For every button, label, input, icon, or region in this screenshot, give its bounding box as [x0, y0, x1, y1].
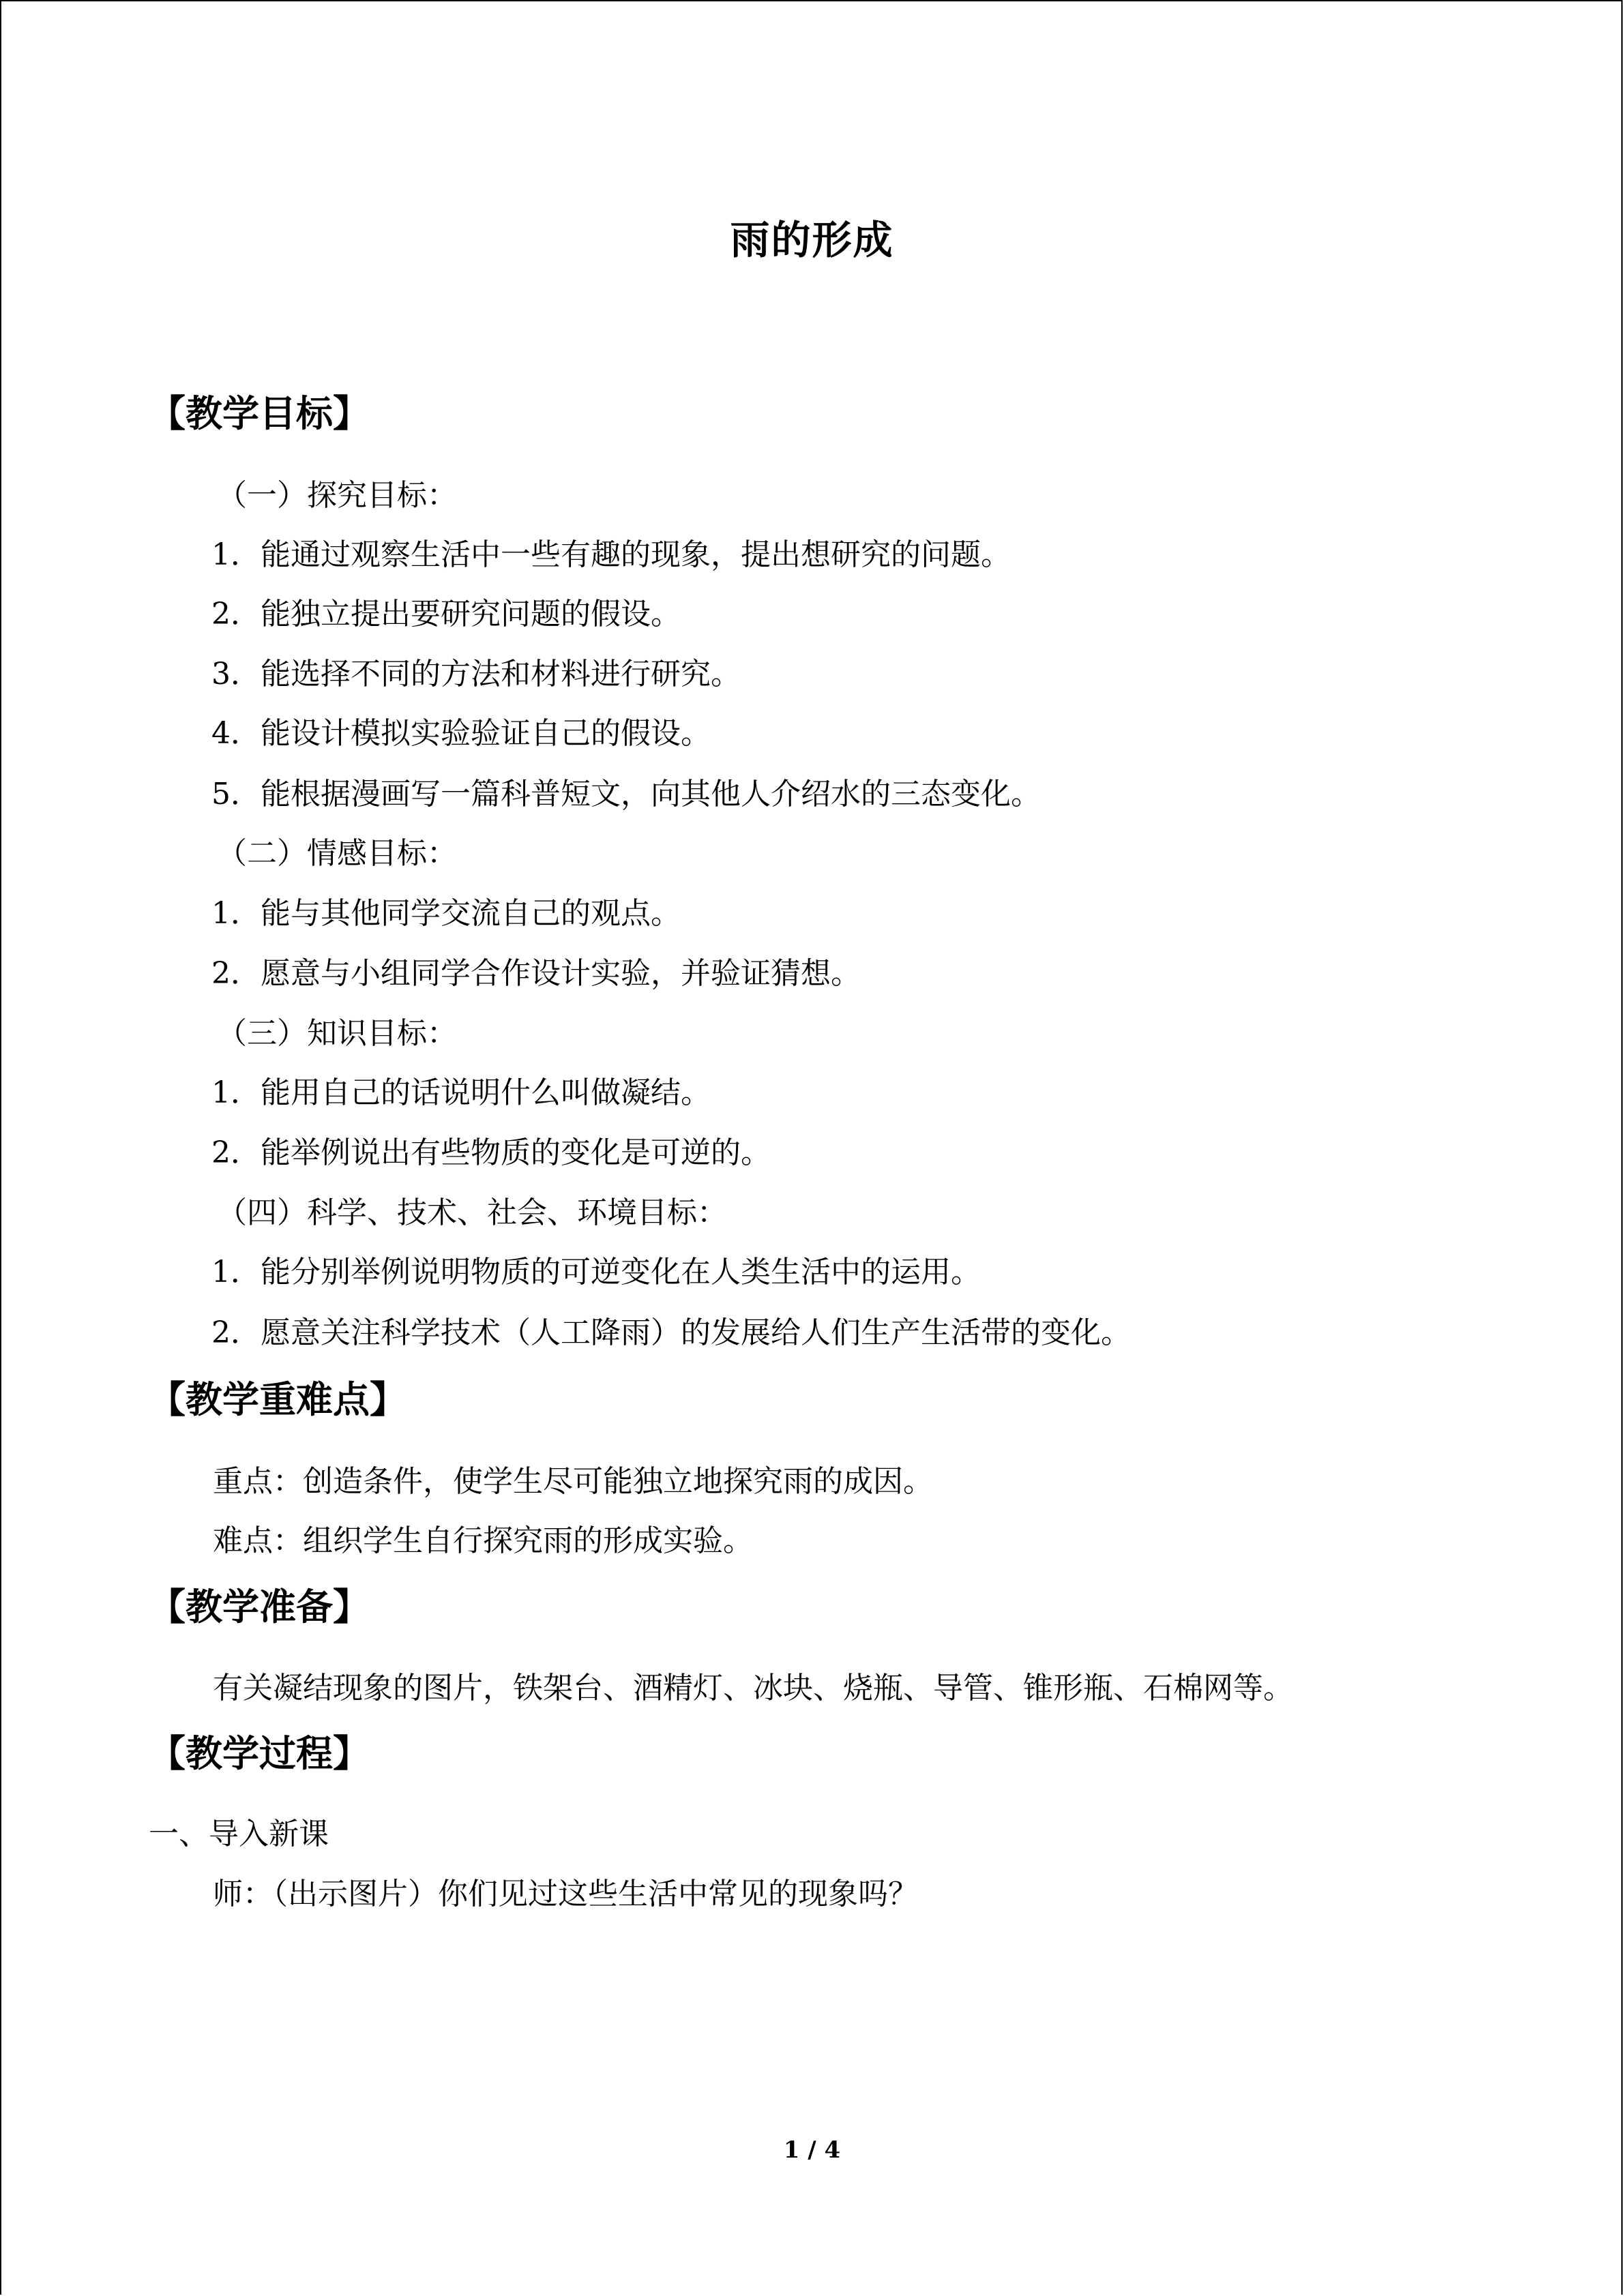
objective-item: 3．能选择不同的方法和材料进行研究。: [211, 657, 741, 691]
objective-item: 2．能独立提出要研究问题的假设。: [211, 597, 681, 631]
objective-item: 4．能设计模拟实验验证自己的假设。: [211, 716, 711, 751]
objective-item: 1．能用自己的话说明什么叫做凝结。: [211, 1075, 711, 1110]
page-number: 1 / 4: [783, 2136, 841, 2164]
objective-subheading: （三）知识目标：: [217, 1016, 457, 1051]
objective-item: 1．能与其他同学交流自己的观点。: [211, 896, 681, 931]
section-heading-key-points: 【教学重难点】: [149, 1377, 407, 1421]
section-heading-preparation: 【教学准备】: [149, 1585, 370, 1628]
objective-subheading: （一）探究目标：: [217, 478, 457, 513]
document-title: 雨的形成: [730, 217, 894, 263]
key-point-line: 重点：创造条件，使学生尽可能独立地探究雨的成因。: [213, 1464, 933, 1499]
key-point-line: 难点：组织学生自行探究雨的形成实验。: [213, 1523, 753, 1558]
objective-item: 2．愿意与小组同学合作设计实验，并验证猜想。: [211, 956, 861, 991]
objective-item: 5．能根据漫画写一篇科普短文，向其他人介绍水的三态变化。: [211, 777, 1041, 811]
section-heading-process: 【教学过程】: [149, 1731, 370, 1775]
objective-subheading: （四）科学、技术、社会、环境目标：: [217, 1195, 727, 1230]
objective-subheading: （二）情感目标：: [217, 836, 457, 871]
objective-item: 1．能分别举例说明物质的可逆变化在人类生活中的运用。: [211, 1255, 981, 1289]
preparation-line: 有关凝结现象的图片，铁架台、酒精灯、冰块、烧瓶、导管、锥形瓶、石棉网等。: [213, 1671, 1293, 1705]
objective-item: 2．愿意关注科学技术（人工降雨）的发展给人们生产生活带的变化。: [211, 1315, 1131, 1350]
objective-item: 1．能通过观察生活中一些有趣的现象，提出想研究的问题。: [211, 537, 1011, 572]
section-heading-objectives: 【教学目标】: [149, 391, 370, 435]
process-step-heading: 一、导入新课: [149, 1817, 329, 1851]
process-line: 师：（出示图片）你们见过这些生活中常见的现象吗？: [213, 1877, 918, 1911]
objective-item: 2．能举例说出有些物质的变化是可逆的。: [211, 1135, 771, 1170]
